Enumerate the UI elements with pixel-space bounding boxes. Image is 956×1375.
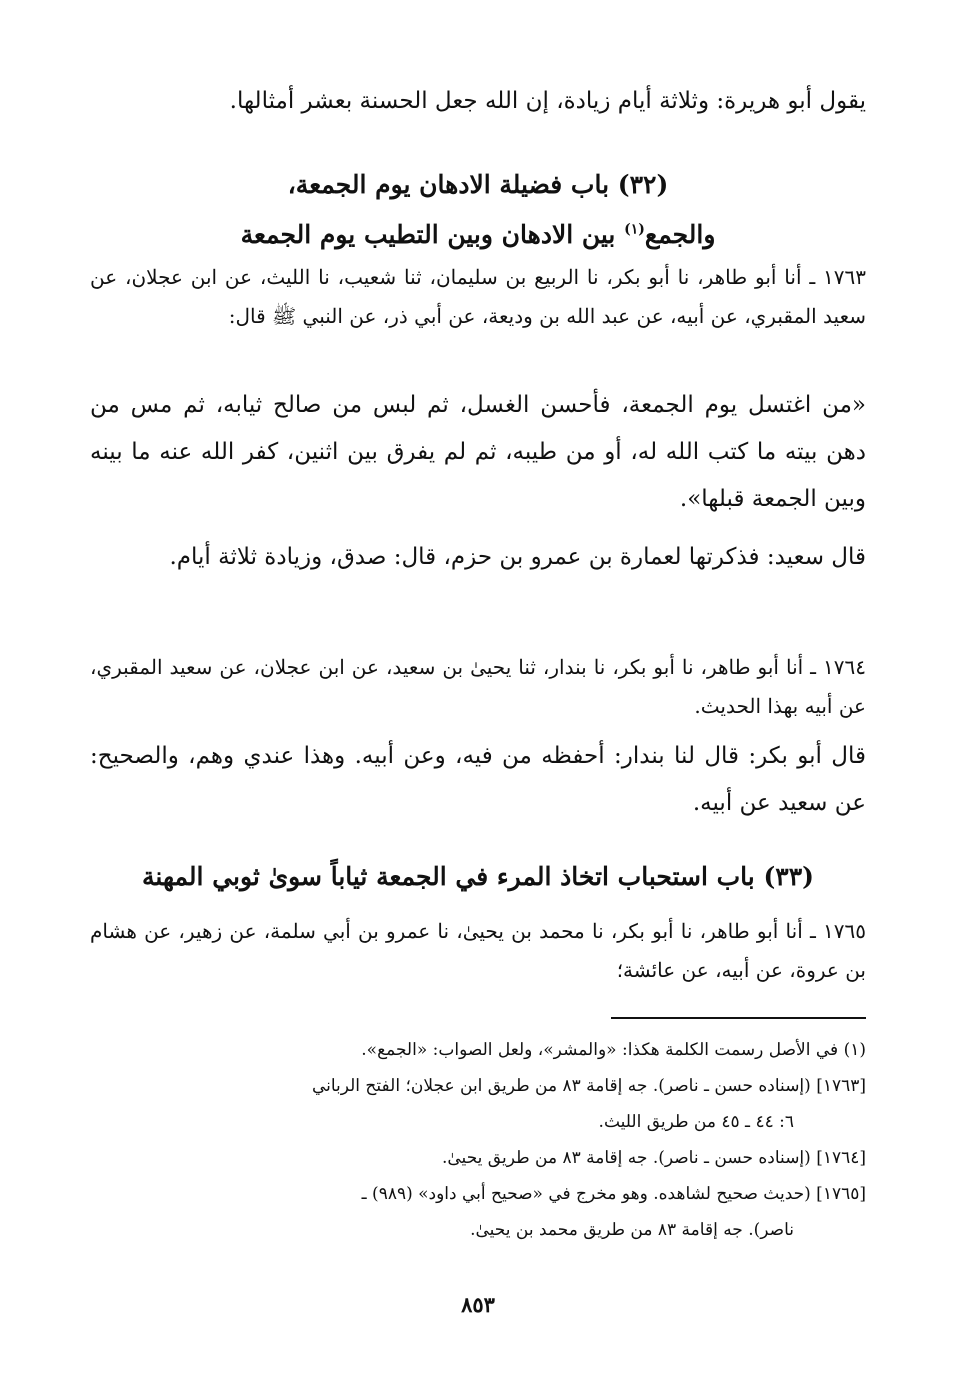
footnote-1: [90, 1032, 866, 1068]
opening-line: يقول أبو هريرة: وثلاثة أيام زيادة، إن الله جعل الحسنة بعشر أمثالها.: [229, 88, 866, 114]
hadith-1763-isnad: ١٧٦٣ ـ أنا أبو طاهر، نا أبو بكر، نا الربيع بن سليمان، ثنا شعيب، نا الليث، عن ابن عجلان، عن سعيد المقبري، عن أبيه، عن عبد الله بن وديعة، عن أبي ذر، عن النبي ﷺ قال:: [90, 265, 866, 328]
footnote-marker: (١): [624, 221, 645, 238]
hadith-1765-isnad: ١٧٦٥ ـ أنا أبو طاهر، نا أبو بكر، نا محمد بن يحيىٰ، نا عمرو بن أبي سلمة، عن زهير، عن هشام بن عروة، عن أبيه، عن عائشة؛: [90, 919, 866, 982]
hadith-1764-isnad: ١٧٦٤ ـ أنا أبو طاهر، نا أبو بكر، نا بندار، ثنا يحيىٰ بن سعيد، عن ابن عجلان، عن سعيد المقبري، عن أبيه بهذا الحديث.: [90, 655, 866, 718]
chapter-32-title-line1: (٣٢) باب فضيلة الادهان يوم الجمعة،: [287, 170, 669, 199]
footnote-1764: [90, 1140, 866, 1176]
footnotes-section: [90, 1032, 866, 1248]
footnote-text: [١٧٦٥] (حديث صحيح لشاهده. وهو مخرج في «صحيح أبي داود» (٩٨٩) ـ: [361, 1184, 866, 1204]
chapter-32-title-rest: بين الادهان وبين التطيب يوم الجمعة: [240, 220, 625, 249]
page-number: ٨٥٣: [461, 1292, 495, 1317]
footnote-separator: [611, 1017, 866, 1019]
footnote-text: (١) في الأصل رسمت الكلمة هكذا: «والمشر»، ولعل الصواب: «الجمع».: [361, 1040, 866, 1060]
footnote-text: [١٧٦٣] (إسناده حسن ـ ناصر). جه إقامة ٨٣ من طريق ابن عجلان؛ الفتح الرباني: [311, 1076, 866, 1096]
chapter-33-heading: (٣٣) باب استحباب اتخاذ المرء في الجمعة ثياباً سوىٰ ثوبي المهنة: [142, 862, 814, 891]
chapter-32-heading: [90, 160, 866, 260]
hadith-1763-comment: قال سعيد: فذكرتها لعمارة بن عمرو بن حزم، قال: صدق، وزيادة ثلاثة أيام.: [169, 544, 866, 570]
chapter-32-title-word: والجمع: [644, 220, 716, 249]
footnote-continuation: ناصر). جه إقامة ٨٣ من طريق محمد بن يحيىٰ.: [470, 1220, 794, 1240]
chapter-32-title-line2: [90, 210, 866, 260]
footnote-text: [١٧٦٤] (إسناده حسن ـ ناصر). جه إقامة ٨٣ من طريق يحيىٰ.: [441, 1148, 866, 1168]
footnote-1765: [90, 1176, 866, 1248]
footnote-continuation: ٦: ٤٤ ـ ٤٥ من طريق الليث.: [598, 1112, 794, 1132]
footnote-1763: [90, 1068, 866, 1140]
hadith-1764-comment: قال أبو بكر: قال لنا بندار: أحفظه من فيه، وعن أبيه. وهذا عندي وهم، والصحيح: عن سعيد عن أبيه.: [90, 743, 866, 816]
hadith-1763-matn: «من اغتسل يوم الجمعة، فأحسن الغسل، ثم لبس من صالح ثيابه، ثم مس من دهن بيته ما كتب الله له، أو من طيبه، ثم لم يفرق بين اثنين، كفر الله عنه ما بينه وبين الجمعة قبلها».: [90, 392, 866, 512]
